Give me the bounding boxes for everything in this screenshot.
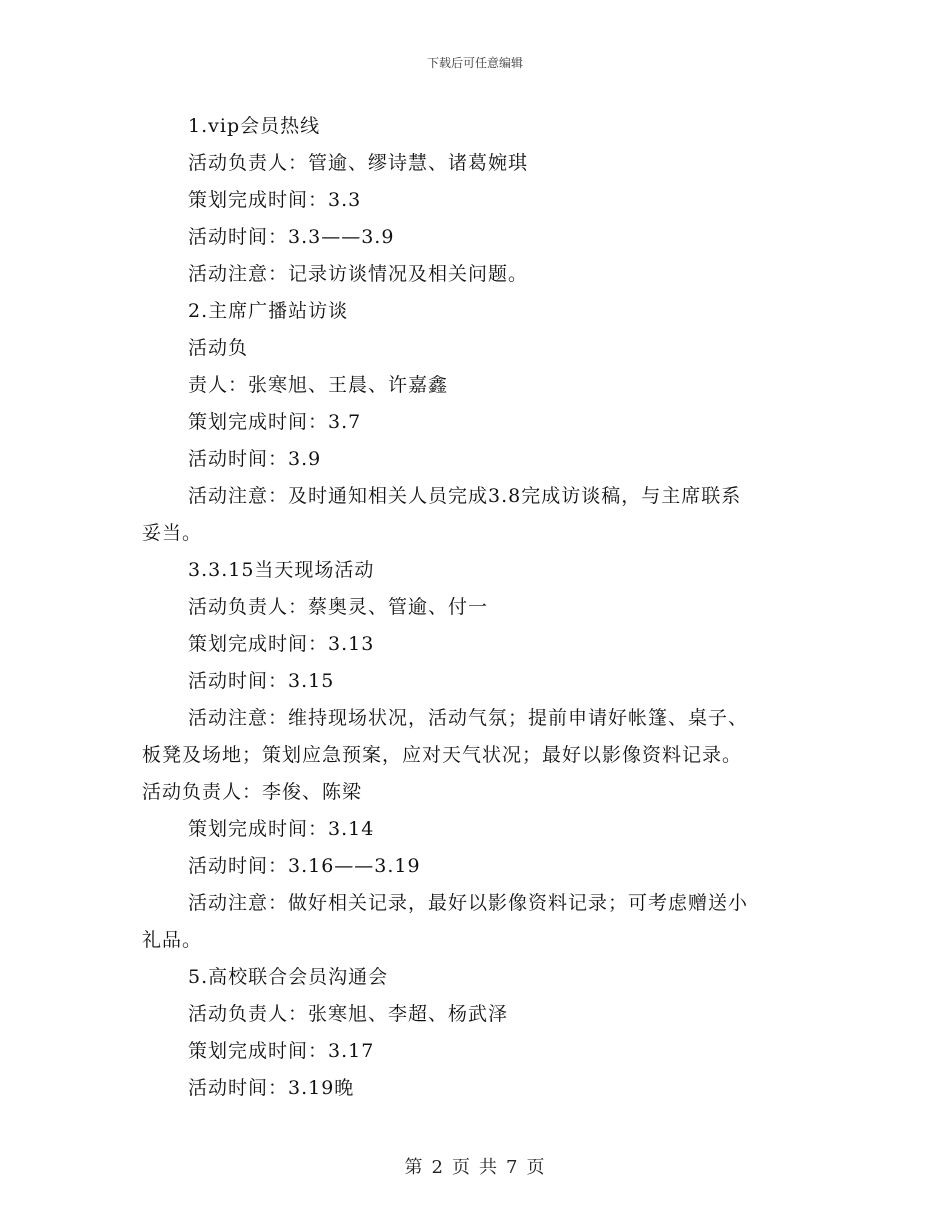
text-line: 活动时间：3.19晚	[188, 1077, 355, 1099]
page-footer	[0, 1153, 950, 1179]
document-body	[142, 108, 810, 1107]
footer-total-label: 共	[479, 1157, 498, 1178]
text-line: 5.高校联合会员沟通会	[188, 966, 389, 988]
text-line: 策划完成时间：3.3	[188, 189, 362, 211]
text-line: 活动负责人：张寒旭、李超、杨武泽	[188, 1003, 509, 1025]
text-line: 活动时间：3.3——3.9	[188, 226, 395, 248]
footer-prefix: 第	[404, 1157, 424, 1178]
footer-total-pages: 7	[506, 1157, 519, 1178]
text-line: 板凳及场地；策划应急预案，应对天气状况；最好以影像资料记录。	[142, 744, 743, 766]
text-line: 2.主席广播站访谈	[188, 300, 349, 322]
page-header: 下载后可任意编辑	[426, 56, 523, 70]
text-line: 活动注意：维持现场状况，活动气氛；提前申请好帐篷、桌子、	[188, 707, 749, 729]
footer-page-label: 页	[452, 1157, 471, 1178]
text-line: 活动注意：记录访谈情况及相关问题。	[188, 263, 529, 285]
text-line: 活动注意：做好相关记录，最好以影像资料记录；可考虑赠送小	[188, 892, 749, 914]
footer-page-number: 2	[431, 1157, 444, 1178]
text-line: 活动时间：3.9	[188, 448, 322, 470]
text-line: 活动负责人：李俊、陈梁	[142, 781, 363, 803]
text-line: 责人：张寒旭、王晨、许嘉鑫	[188, 374, 449, 396]
text-line: 活动时间：3.16——3.19	[188, 855, 421, 877]
text-line: 活动负责人：蔡奥灵、管逾、付一	[188, 596, 489, 618]
text-line: 活动负责人：管逾、缪诗慧、诸葛婉琪	[188, 152, 529, 174]
text-line: 策划完成时间：3.14	[188, 818, 375, 840]
text-line: 礼品。	[142, 929, 203, 951]
text-line: 妥当。	[142, 522, 203, 544]
text-line: 策划完成时间：3.13	[188, 633, 375, 655]
text-line: 1.vip会员热线	[188, 115, 321, 137]
text-line: 策划完成时间：3.17	[188, 1040, 375, 1062]
text-line: 3.3.15当天现场活动	[188, 559, 375, 581]
footer-suffix: 页	[526, 1157, 546, 1178]
text-line: 策划完成时间：3.7	[188, 411, 362, 433]
text-line: 活动负	[188, 337, 249, 359]
text-line: 活动注意：及时通知相关人员完成3.8完成访谈稿，与主席联系	[188, 485, 742, 507]
text-line: 活动时间：3.15	[188, 670, 335, 692]
